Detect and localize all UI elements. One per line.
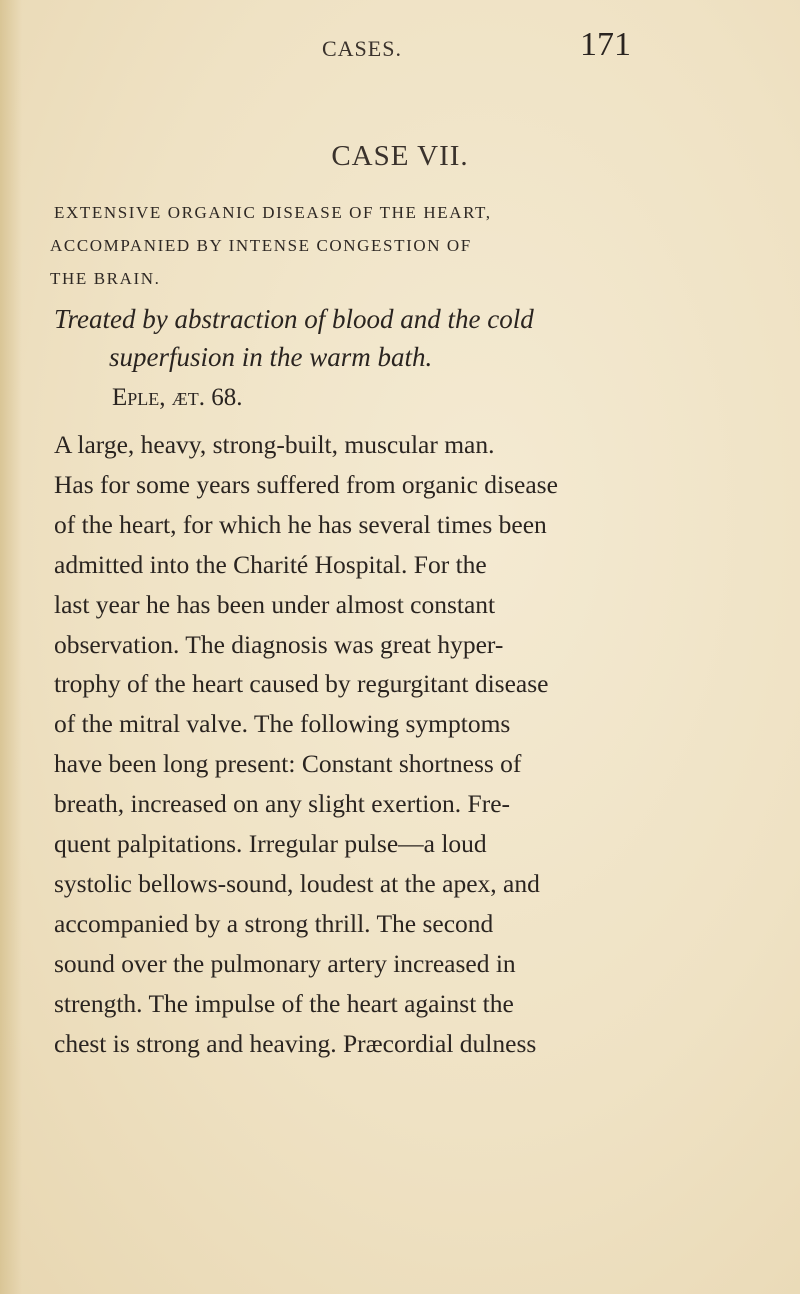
treatment-line: superfusion in the warm bath. (109, 342, 433, 372)
body-line: of the mitral valve. The following symptoms (54, 709, 511, 739)
body-line: last year he has been under almost constant (54, 589, 496, 619)
body-line: sound over the pulmonary artery increased in (54, 948, 516, 978)
subtitle-line: EXTENSIVE ORGANIC DISEASE OF THE HEART, (54, 203, 492, 222)
treatment-line: Treated by abstraction of blood and the cold (54, 304, 534, 334)
subtitle-line: ACCOMPANIED BY INTENSE CONGESTION OF (50, 236, 472, 255)
case-subtitle (50, 196, 770, 295)
case-title: CASE VII. (331, 140, 469, 172)
body-line: strength. The impulse of the heart against the (54, 988, 514, 1018)
page-gutter-shadow (0, 0, 22, 1294)
body-line: breath, increased on any slight exertion. Fre- (54, 789, 511, 819)
body-line: Has for some years suffered from organic disease (54, 469, 558, 499)
body-line: trophy of the heart caused by regurgitant disease (54, 669, 549, 699)
body-line: quent palpitations. Irregular pulse—a loud (54, 829, 487, 859)
running-head-title: CASES. (322, 36, 402, 61)
treatment-description (54, 300, 774, 376)
case-body-text (54, 425, 754, 1064)
running-head (0, 26, 800, 66)
page-number: 171 (580, 26, 631, 63)
body-line: A large, heavy, strong-built, muscular man. (54, 430, 495, 459)
subtitle-line: THE BRAIN. (50, 269, 161, 288)
body-line: accompanied by a strong thrill. The second (54, 908, 494, 938)
body-line: systolic bellows-sound, loudest at the apex, and (54, 868, 540, 898)
body-line: admitted into the Charité Hospital. For the (54, 549, 487, 579)
body-line: of the heart, for which he has several times been (54, 509, 547, 539)
patient-name-age: Eple, æt. 68. (112, 384, 243, 411)
body-line: have been long present: Constant shortness of (54, 749, 522, 779)
body-line: observation. The diagnosis was great hyper- (54, 629, 504, 659)
body-line: chest is strong and heaving. Præcordial dulness (54, 1028, 537, 1058)
